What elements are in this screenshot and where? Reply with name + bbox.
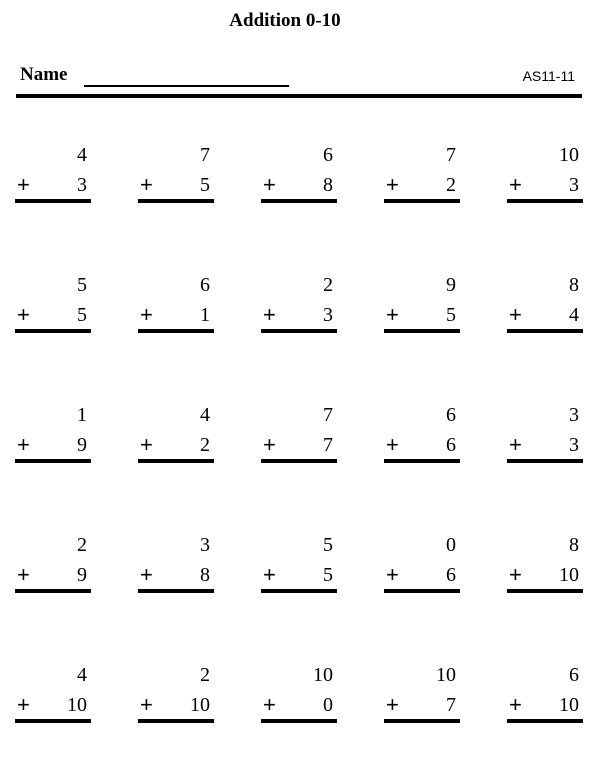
bottom-addend: 4 (569, 304, 579, 326)
addition-problem (15, 404, 91, 464)
name-label: Name (20, 64, 68, 85)
answer-line[interactable] (507, 459, 583, 463)
top-addend: 3 (200, 534, 210, 556)
bottom-addend: 3 (569, 174, 579, 196)
plus-sign: + (17, 302, 30, 327)
plus-sign: + (17, 562, 30, 587)
worksheet-title: Addition 0-10 (229, 10, 341, 31)
bottom-addend: 10 (190, 694, 210, 716)
header-divider (16, 94, 582, 98)
addition-problem (384, 404, 460, 464)
answer-line[interactable] (138, 459, 214, 463)
answer-line[interactable] (15, 329, 91, 333)
plus-sign: + (140, 562, 153, 587)
top-addend: 6 (446, 404, 456, 426)
bottom-addend: 5 (200, 174, 210, 196)
answer-line[interactable] (507, 719, 583, 723)
addition-problem (261, 534, 337, 594)
bottom-addend: 3 (77, 174, 87, 196)
top-addend: 7 (323, 404, 333, 426)
answer-line[interactable] (384, 589, 460, 593)
plus-sign: + (140, 432, 153, 457)
addition-problem (138, 534, 214, 594)
top-addend: 4 (77, 144, 87, 166)
addition-problem (384, 144, 460, 204)
addition-problem (138, 274, 214, 334)
answer-line[interactable] (384, 329, 460, 333)
addition-problem (15, 274, 91, 334)
plus-sign: + (509, 692, 522, 717)
answer-line[interactable] (261, 589, 337, 593)
top-addend: 1 (77, 404, 87, 426)
answer-line[interactable] (507, 329, 583, 333)
answer-line[interactable] (261, 199, 337, 203)
bottom-addend: 6 (446, 434, 456, 456)
addition-problem (138, 664, 214, 724)
answer-line[interactable] (15, 459, 91, 463)
answer-line[interactable] (261, 719, 337, 723)
name-field-line[interactable] (84, 85, 289, 87)
plus-sign: + (263, 692, 276, 717)
top-addend: 2 (77, 534, 87, 556)
bottom-addend: 2 (446, 174, 456, 196)
bottom-addend: 10 (559, 564, 579, 586)
answer-line[interactable] (138, 719, 214, 723)
top-addend: 6 (569, 664, 579, 686)
bottom-addend: 1 (200, 304, 210, 326)
addition-problem (384, 664, 460, 724)
answer-line[interactable] (15, 589, 91, 593)
bottom-addend: 8 (200, 564, 210, 586)
answer-line[interactable] (507, 589, 583, 593)
plus-sign: + (263, 172, 276, 197)
addition-problem (507, 664, 583, 724)
top-addend: 6 (323, 144, 333, 166)
answer-line[interactable] (15, 719, 91, 723)
answer-line[interactable] (261, 329, 337, 333)
plus-sign: + (263, 432, 276, 457)
plus-sign: + (17, 172, 30, 197)
plus-sign: + (386, 432, 399, 457)
bottom-addend: 3 (569, 434, 579, 456)
plus-sign: + (509, 172, 522, 197)
answer-line[interactable] (138, 329, 214, 333)
plus-sign: + (263, 302, 276, 327)
plus-sign: + (140, 302, 153, 327)
top-addend: 8 (569, 534, 579, 556)
top-addend: 10 (436, 664, 456, 686)
plus-sign: + (263, 562, 276, 587)
bottom-addend: 10 (67, 694, 87, 716)
top-addend: 9 (446, 274, 456, 296)
addition-problem (138, 144, 214, 204)
addition-problem (15, 534, 91, 594)
bottom-addend: 2 (200, 434, 210, 456)
plus-sign: + (140, 692, 153, 717)
bottom-addend: 9 (77, 564, 87, 586)
top-addend: 8 (569, 274, 579, 296)
top-addend: 6 (200, 274, 210, 296)
addition-problem (261, 404, 337, 464)
bottom-addend: 0 (323, 694, 333, 716)
bottom-addend: 8 (323, 174, 333, 196)
plus-sign: + (17, 692, 30, 717)
bottom-addend: 9 (77, 434, 87, 456)
top-addend: 5 (323, 534, 333, 556)
addition-problem (15, 144, 91, 204)
answer-line[interactable] (384, 459, 460, 463)
addition-problem (261, 274, 337, 334)
addition-problem (507, 274, 583, 334)
answer-line[interactable] (138, 589, 214, 593)
top-addend: 7 (200, 144, 210, 166)
plus-sign: + (509, 432, 522, 457)
plus-sign: + (386, 562, 399, 587)
addition-problem (138, 404, 214, 464)
top-addend: 2 (200, 664, 210, 686)
plus-sign: + (17, 432, 30, 457)
addition-problem (507, 534, 583, 594)
answer-line[interactable] (261, 459, 337, 463)
addition-problem (15, 664, 91, 724)
bottom-addend: 5 (446, 304, 456, 326)
plus-sign: + (509, 302, 522, 327)
answer-line[interactable] (507, 199, 583, 203)
top-addend: 5 (77, 274, 87, 296)
bottom-addend: 5 (77, 304, 87, 326)
answer-line[interactable] (384, 199, 460, 203)
bottom-addend: 10 (559, 694, 579, 716)
answer-line[interactable] (138, 199, 214, 203)
answer-line[interactable] (15, 199, 91, 203)
addition-problem (261, 144, 337, 204)
addition-problem (507, 404, 583, 464)
bottom-addend: 7 (323, 434, 333, 456)
top-addend: 2 (323, 274, 333, 296)
top-addend: 4 (200, 404, 210, 426)
plus-sign: + (386, 302, 399, 327)
addition-problem (261, 664, 337, 724)
top-addend: 10 (559, 144, 579, 166)
name-row (20, 64, 580, 92)
answer-line[interactable] (384, 719, 460, 723)
addition-problem (384, 534, 460, 594)
bottom-addend: 7 (446, 694, 456, 716)
plus-sign: + (386, 692, 399, 717)
plus-sign: + (509, 562, 522, 587)
top-addend: 3 (569, 404, 579, 426)
addition-problem (507, 144, 583, 204)
top-addend: 4 (77, 664, 87, 686)
plus-sign: + (140, 172, 153, 197)
worksheet-code: AS11-11 (522, 68, 575, 84)
top-addend: 0 (446, 534, 456, 556)
top-addend: 10 (313, 664, 333, 686)
plus-sign: + (386, 172, 399, 197)
addition-problem (384, 274, 460, 334)
bottom-addend: 5 (323, 564, 333, 586)
bottom-addend: 3 (323, 304, 333, 326)
bottom-addend: 6 (446, 564, 456, 586)
top-addend: 7 (446, 144, 456, 166)
